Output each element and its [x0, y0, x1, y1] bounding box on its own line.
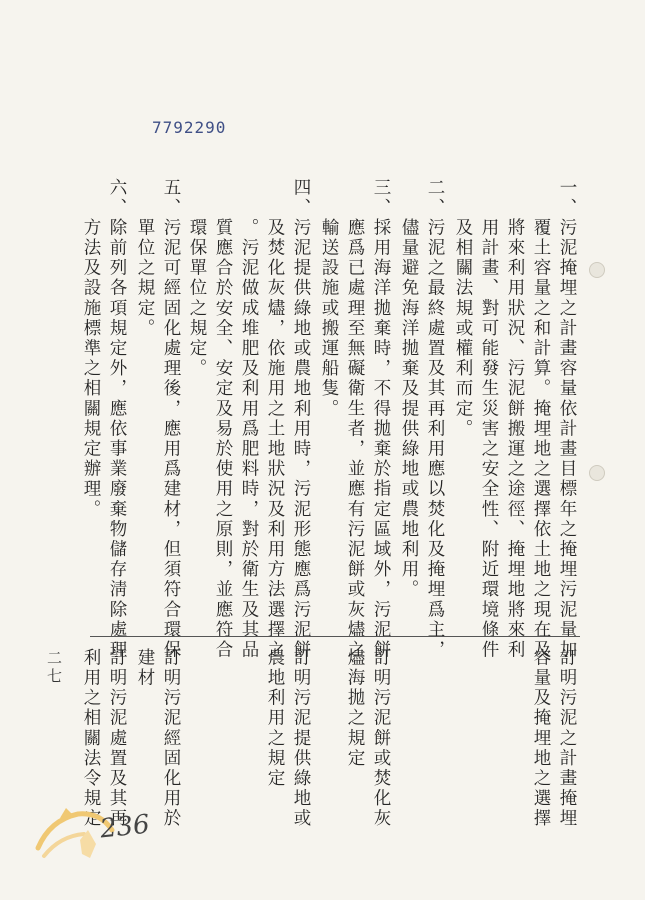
section-4-line-3: 。污泥做成堆肥及利用爲肥料時，對於衛生及其品 — [239, 218, 259, 661]
note-3-line-2: 燼海拋之規定 — [345, 648, 365, 769]
section-4-line-4: 質應合於安全、安定及易於使用之原則，並應符合 — [213, 218, 233, 661]
note-6-line-2: 利用之相關法令規定 — [81, 648, 101, 829]
section-3-marker: 三、 — [371, 178, 391, 219]
page-number: 二七 — [45, 650, 63, 686]
section-1-line-4: 用計畫、對可能發生災害之安全性、附近環境條件 — [479, 218, 499, 661]
section-2-marker: 二、 — [425, 178, 445, 219]
note-3-line-1: 訂明污泥餅或焚化灰 — [371, 648, 391, 829]
section-2-line-1: 污泥之最終處置及其再利用應以焚化及掩埋爲主， — [425, 218, 445, 661]
note-4-line-1: 訂明污泥提供綠地或 — [291, 648, 311, 829]
document-number-stamp: 7792290 — [152, 118, 227, 137]
note-4-line-2: 農地利用之規定 — [265, 648, 285, 789]
section-4-line-2: 及焚化灰燼，依施用之土地狀況及利用方法選擇之 — [265, 218, 285, 661]
section-4-line-1: 污泥提供綠地或農地利用時，污泥形態應爲污泥餅 — [291, 218, 311, 661]
punch-hole-top — [589, 262, 605, 278]
section-3-line-2: 應爲已處理至無礙衛生者，並應有污泥餅或灰燼之 — [345, 218, 365, 661]
punch-hole-bottom — [589, 465, 605, 481]
section-1-line-5: 及相關法規或權利而定。 — [453, 218, 473, 440]
note-6-line-1: 訂明污泥處置及其再 — [107, 648, 127, 829]
notes-divider — [90, 636, 580, 637]
handwritten-page-number: 236 — [98, 809, 152, 845]
section-5-line-1: 污泥可經固化處理後，應用爲建材，但須符合環保 — [161, 218, 181, 661]
section-2-line-2: 儘量避免海洋拋棄及提供綠地或農地利用。 — [399, 218, 419, 600]
section-3-line-3: 輸送設施或搬運船隻。 — [319, 218, 339, 419]
section-6-line-2: 方法及設施標準之相關規定辦理。 — [81, 218, 101, 520]
note-5-line-1: 訂明污泥經固化用於 — [161, 648, 181, 829]
section-4-line-5: 環保單位之規定。 — [187, 218, 207, 379]
section-1-marker: 一、 — [557, 178, 577, 219]
note-5-line-2: 建材 — [135, 648, 155, 689]
section-3-line-1: 採用海洋拋棄時，不得拋棄於指定區域外，污泥餅 — [371, 218, 391, 661]
section-5-line-2: 單位之規定。 — [135, 218, 155, 339]
section-5-marker: 五、 — [161, 178, 181, 219]
section-1-line-1: 污泥掩埋之計畫容量依計畫目標年之掩埋污泥量加 — [557, 218, 577, 661]
note-1-line-1: 訂明污泥之計畫掩埋 — [557, 648, 577, 829]
section-6-marker: 六、 — [107, 178, 127, 219]
note-1-line-2: 容量及掩埋地之選擇 — [531, 648, 551, 829]
section-6-line-1: 除前列各項規定外，應依事業廢棄物儲存淸除處理 — [107, 218, 127, 661]
section-1-line-3: 將來利用狀況、污泥餅搬運之途徑、掩埋地將來利 — [505, 218, 525, 661]
section-1-line-2: 覆土容量之和計算。掩埋地之選擇依土地之現在及 — [531, 218, 551, 661]
section-4-marker: 四、 — [291, 178, 311, 219]
